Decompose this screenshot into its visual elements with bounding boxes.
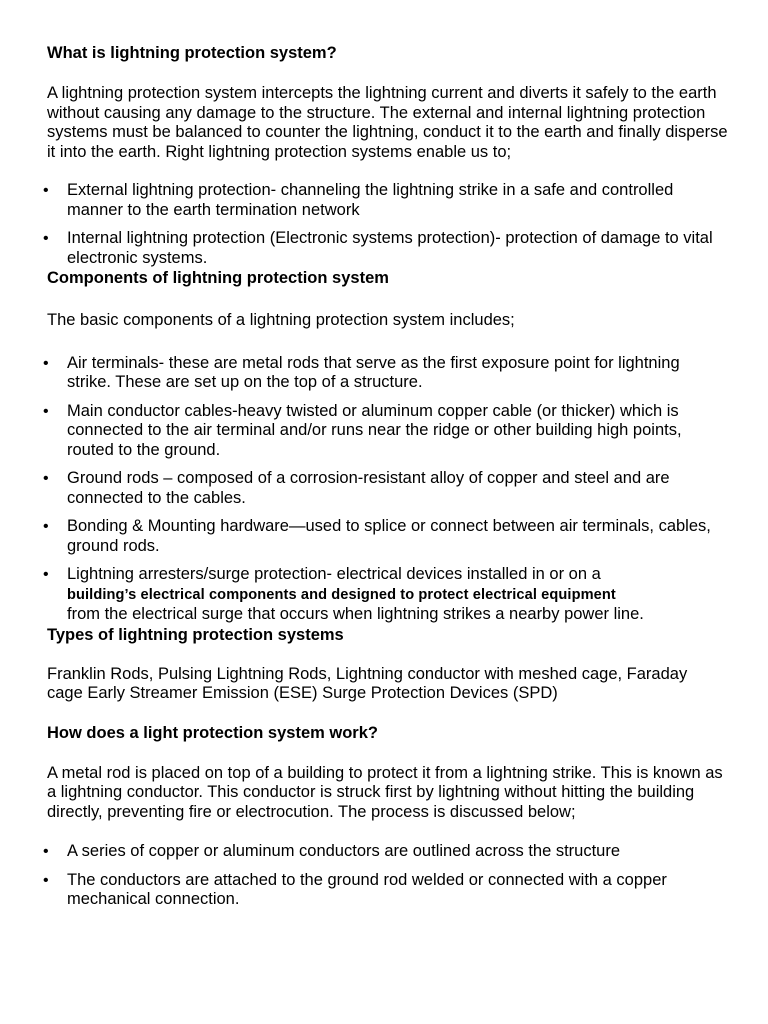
components-intro: The basic components of a lightning protection system includes; bbox=[47, 311, 515, 329]
list-item: • Internal lightning protection (Electronic systems protection)- protection of damage to vital electronic systems. bbox=[43, 229, 713, 267]
list-item: • Ground rods – composed of a corrosion-resistant alloy of copper and steel and are connected to the cables. bbox=[43, 469, 670, 507]
bullet-icon: • bbox=[43, 843, 49, 860]
process-list bbox=[43, 842, 728, 910]
list-item: • External lightning protection- channeling the lightning strike in a safe and controlled manner to the earth termination network bbox=[43, 181, 674, 219]
list-item: • Main conductor cables-heavy twisted or aluminum copper cable (or thicker) which is connected to the air terminal and/or runs near the ridge or other building high points, routed to the ground. bbox=[43, 401, 682, 459]
bullet-icon: • bbox=[43, 354, 49, 372]
lightning-arresters-line3: from the electrical surge that occurs when lightning strikes a nearby power line. bbox=[67, 605, 644, 623]
list-item: • A series of copper or aluminum conductors are outlined across the structure bbox=[43, 842, 621, 860]
bullet-icon: • bbox=[43, 518, 49, 535]
list-item: • The conductors are attached to the ground rod welded or connected with a copper mechanical connection. bbox=[43, 870, 667, 908]
bullet-icon: • bbox=[43, 470, 49, 487]
bullet-icon: • bbox=[43, 871, 49, 889]
lightning-arresters-line1: Lightning arresters/surge protection- electrical devices installed in or on a bbox=[67, 565, 601, 583]
heading-components: Components of lightning protection system bbox=[47, 269, 389, 287]
lightning-arresters-line2: building’s electrical components and designed to protect electrical equipment bbox=[67, 586, 616, 603]
heading-what-is-lps: What is lightning protection system? bbox=[47, 44, 337, 62]
components-list bbox=[43, 353, 728, 625]
how-intro: A metal rod is placed on top of a building to protect it from a lightning strike. This is known as a lightning conductor. This conductor is struck first by lightning without hitting the building directly, preventing fire or electrocution. The process is discussed below; bbox=[47, 763, 723, 821]
heading-types: Types of lightning protection systems bbox=[47, 625, 344, 644]
bullet-icon: • bbox=[43, 230, 49, 247]
list-item: • Air terminals- these are metal rods that serve as the first exposure point for lightning strike. These are set up on the top of a structure. bbox=[43, 353, 680, 391]
bullet-icon: • bbox=[43, 566, 49, 583]
bullet-icon: • bbox=[43, 182, 49, 199]
protection-types-list bbox=[43, 181, 728, 268]
list-item: • Bonding & Mounting hardware—used to splice or connect between air terminals, cables, ground rods. bbox=[43, 517, 711, 555]
intro-paragraph: A lightning protection system intercepts the lightning current and diverts it safely to the earth without causing any damage to the structure. The external and internal lightning protection systems must be balanced to counter the lightning, conduct it to the earth and finally disperse it into the earth. Right lightning protection systems enable us to; bbox=[47, 84, 728, 161]
heading-how-it-works: How does a light protection system work? bbox=[47, 723, 378, 742]
bullet-icon: • bbox=[43, 402, 49, 420]
types-paragraph: Franklin Rods, Pulsing Lightning Rods, Lightning conductor with meshed cage, Faraday cage Early Streamer Emission (ESE) Surge Protection Devices (SPD) bbox=[47, 664, 688, 702]
list-item bbox=[43, 565, 728, 625]
